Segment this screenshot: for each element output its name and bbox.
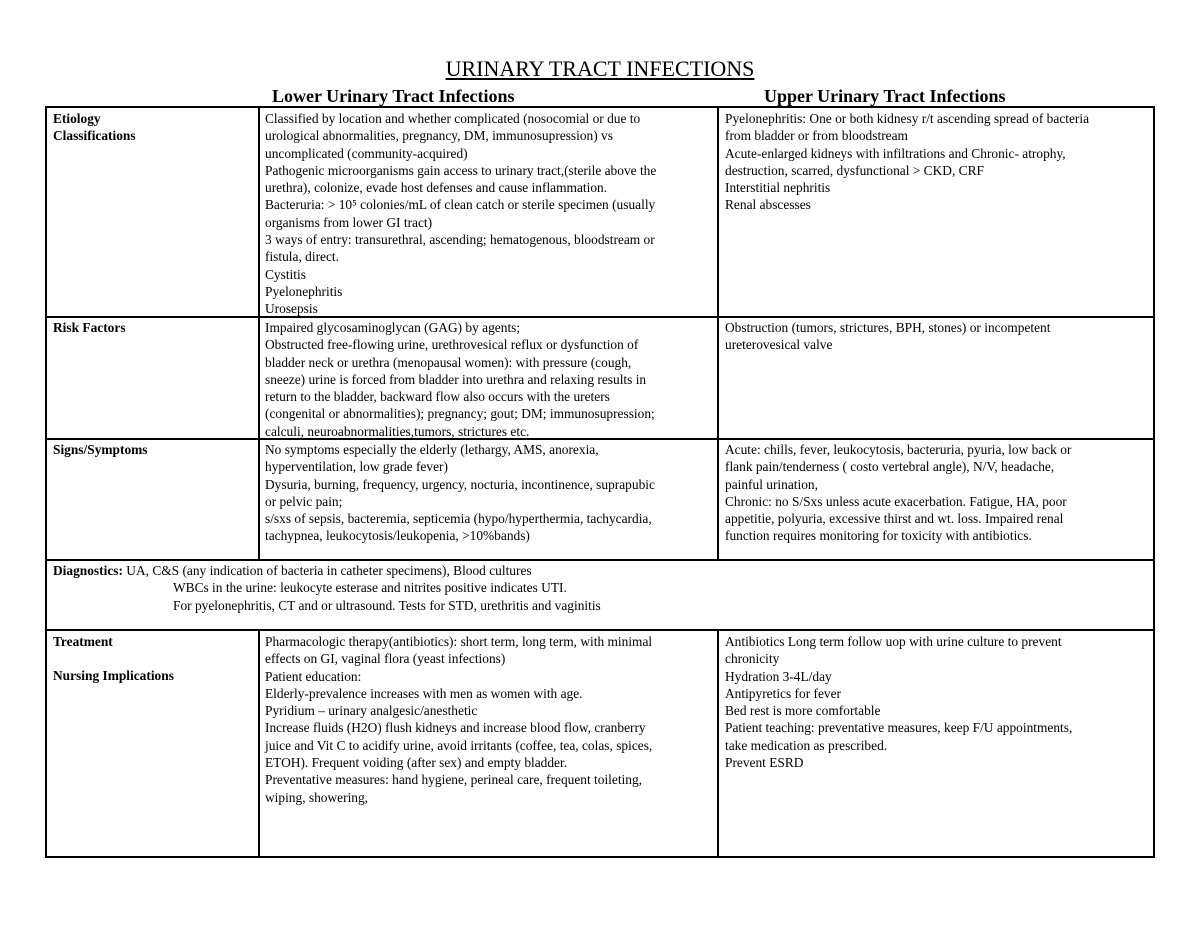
diagnostics-line-3: For pyelonephritis, CT and or ultrasound. Tests for STD, urethritis and vaginitis: [173, 597, 601, 613]
column-divider: [717, 108, 719, 559]
risk-upper-cell: Obstruction (tumors, strictures, BPH, stones) or incompetent ureterovesical valve: [725, 320, 1051, 353]
nursing-implications-label: Nursing Implications: [53, 668, 174, 683]
treatment-upper-cell: Antibiotics Long term follow uop with urine culture to prevent chronicity Hydration 3-4L/day Antipyretics for fever Bed rest is more comfortable Patient teaching: preventative measures, keep F/U appointments, take medication as prescribed. Prevent ESRD: [725, 634, 1073, 771]
document-title: URINARY TRACT INFECTIONS: [445, 56, 755, 81]
etiology-upper-cell: Pyelonephritis: One or both kidnesy r/t ascending spread of bacteria from bladder or from bloodstream Acute-enlarged kidneys with infiltrations and Chronic- atrophy, destruction, scarred, dysfunctional > CKD, CRF Interstitial nephritis Renal abscesses: [725, 111, 1090, 213]
etiology-lower-cell: Classified by location and whether complicated (nosocomial or due to urological abnormalities, pregnancy, DM, immunosupression) vs uncomplicated (community-acquired) Pathogenic microorganisms gain access to urinary tract,(sterile above the urethra), colonize, evade host defenses and cause inflammation. Bacteruria: > 10⁵ colonies/mL of clean catch or sterile specimen (usually organisms from lower GI tract) 3 ways of entry: transurethral, ascending; hematogenous, bloodstream or fistula, direct. Cystitis Pyelonephritis Urosepsis: [265, 111, 657, 317]
upper-uti-column-heading: Upper Urinary Tract Infections: [764, 86, 1006, 106]
risk-factors-label: Risk Factors: [53, 320, 126, 335]
signs-lower-cell: No symptoms especially the elderly (lethargy, AMS, anorexia, hyperventilation, low grade fever) Dysuria, burning, frequency, urgency, nocturia, incontinence, suprapubic or pelvic pain; s/sxs of sepsis, bacteremia, septicemia (hypo/hyperthermia, tachycardia, tachypnea, leukocytosis/leukopenia, >10%bands): [265, 442, 655, 544]
signs-upper-cell: Acute: chills, fever, leukocytosis, bacteruria, pyuria, low back or flank pain/tenderness ( costo vertebral angle), N/V, headache, painful urination, Chronic: no S/Sxs unless acute exacerbation. Fatigue, HA, poor appetitie, polyuria, excessive thirst and wt. loss. Impaired renal function requires monitoring for toxicity with antibiotics.: [725, 442, 1072, 544]
column-divider: [717, 631, 719, 858]
signs-symptoms-label: Signs/Symptoms: [53, 442, 148, 457]
column-divider: [258, 108, 260, 559]
row-divider: [47, 629, 1153, 631]
lower-uti-column-heading: Lower Urinary Tract Infections: [272, 86, 515, 106]
diagnostics-cell: [53, 562, 601, 614]
treatment-label: Treatment: [53, 634, 113, 649]
diagnostics-line-1: UA, C&S (any indication of bacteria in catheter specimens), Blood cultures: [122, 563, 532, 578]
diagnostics-line-2: WBCs in the urine: leukocyte esterase and nitrites positive indicates UTI.: [173, 580, 567, 596]
diagnostics-label: Diagnostics:: [53, 563, 123, 578]
row-divider: [47, 559, 1153, 561]
uti-table: [45, 106, 1155, 858]
column-divider: [258, 631, 260, 858]
etiology-label: Etiology Classifications: [53, 111, 136, 144]
treatment-lower-cell: Pharmacologic therapy(antibiotics): short term, long term, with minimal effects on GI, vaginal flora (yeast infections) Patient education: Elderly-prevalence increases with men as women with age. Pyridium – urinary analgesic/anesthetic Increase fluids (H2O) flush kidneys and increase blood flow, cranberry juice and Vit C to acidify urine, avoid irritants (coffee, tea, colas, spices, ETOH). Frequent voiding (after sex) and empty bladder. Preventative measures: hand hygiene, perineal care, frequent toileting, wiping, showering,: [265, 634, 653, 805]
risk-lower-cell: Impaired glycosaminoglycan (GAG) by agents; Obstructed free-flowing urine, urethrovesical reflux or dysfunction of bladder neck or urethra (menopausal women): with pressure (cough, sneeze) urine is forced from bladder into urethra and relaxing results in return to the bladder, backward flow also occurs with the ureters (congenital or abnormalities); pregnancy; gout; DM; immunosupression; calculi, neuroabnormalities,tumors, strictures etc.: [265, 320, 655, 439]
